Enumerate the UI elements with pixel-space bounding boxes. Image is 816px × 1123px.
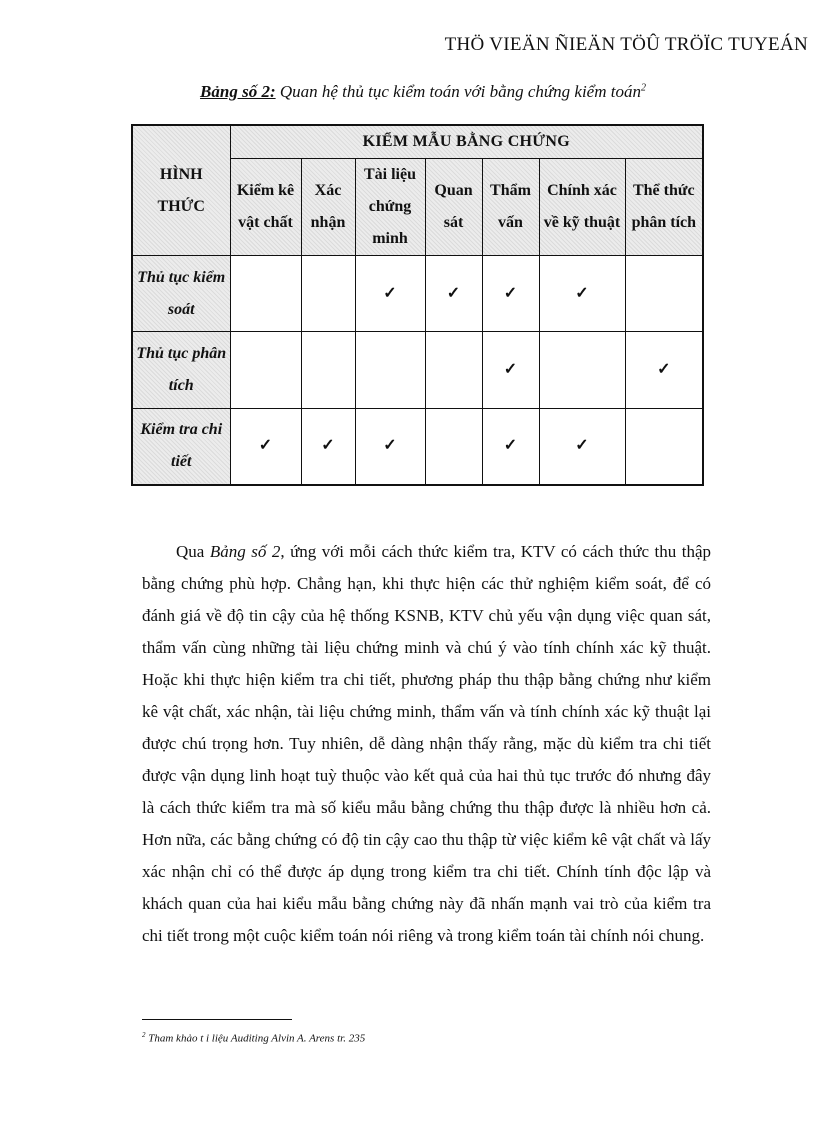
- check-mark-cell: ✓: [230, 408, 301, 485]
- empty-cell: [425, 332, 482, 408]
- check-mark-cell: ✓: [355, 256, 425, 332]
- empty-cell: [625, 408, 703, 485]
- footnote: [142, 1031, 365, 1045]
- check-mark-cell: ✓: [482, 256, 539, 332]
- column-header: Tài liệu chứng minh: [355, 159, 425, 256]
- table-row: [132, 256, 703, 332]
- caption-text: Quan hệ thủ tục kiểm toán với bằng chứng kiểm toán: [275, 82, 641, 101]
- form-header: HÌNH THỨC: [132, 125, 230, 256]
- column-header: Quan sát: [425, 159, 482, 256]
- column-header: Thể thức phân tích: [625, 159, 703, 256]
- column-header: Chính xác về kỹ thuật: [539, 159, 625, 256]
- row-header: Thủ tục kiểm soát: [132, 256, 230, 332]
- table-row: [132, 332, 703, 408]
- empty-cell: [301, 332, 355, 408]
- empty-cell: [230, 332, 301, 408]
- empty-cell: [355, 332, 425, 408]
- footnote-marker: 2: [142, 1031, 146, 1039]
- empty-cell: [625, 256, 703, 332]
- audit-evidence-table: [131, 124, 704, 486]
- empty-cell: [230, 256, 301, 332]
- check-mark-cell: ✓: [539, 408, 625, 485]
- check-mark-cell: ✓: [425, 256, 482, 332]
- row-header: Kiểm tra chi tiết: [132, 408, 230, 485]
- caption-footnote-ref: 2: [640, 82, 646, 94]
- body-intro: Qua: [176, 542, 210, 561]
- column-header: Thẩm vấn: [482, 159, 539, 256]
- check-mark-cell: ✓: [625, 332, 703, 408]
- table-row: [132, 408, 703, 485]
- column-header: Xác nhận: [301, 159, 355, 256]
- evidence-group-header: KIỂM MẪU BẰNG CHỨNG: [230, 125, 703, 159]
- empty-cell: [539, 332, 625, 408]
- empty-cell: [301, 256, 355, 332]
- check-mark-cell: ✓: [355, 408, 425, 485]
- column-header: Kiểm kê vật chất: [230, 159, 301, 256]
- table-caption: [0, 82, 816, 102]
- body-paragraph: [142, 536, 711, 952]
- row-header: Thủ tục phân tích: [132, 332, 230, 408]
- check-mark-cell: ✓: [482, 408, 539, 485]
- footnote-text: Tham khảo t i liệu Auditing Alvin A. Arens tr. 235: [145, 1032, 366, 1045]
- check-mark-cell: ✓: [539, 256, 625, 332]
- running-header: THÖ VIEÄN ÑIEÄN TÖÛ TRÖÏC TUYEÁN: [444, 34, 808, 55]
- body-text: , ứng với mỗi cách thức kiểm tra, KTV có cách thức thu thập bằng chứng phù hợp. Chẳng hạn, khi thực hiện các thử nghiệm kiểm soát, để có đánh giá về độ tin cậy của hệ thống KSNB, KTV chủ yếu vận dụng việc quan sát, thẩm vấn cùng những tài liệu chứng minh và chú ý vào tính chính xác kỹ thuật. Hoặc khi thực hiện kiểm tra chi tiết, phương pháp thu thập bằng chứng như kiểm kê vật chất, xác nhận, tài liệu chứng minh, thẩm vấn và tính chính xác kỹ thuật lại được chú trọng hơn. Tuy nhiên, dễ dàng nhận thấy rằng, mặc dù kiểm tra chi tiết được vận dụng linh hoạt tuỳ thuộc vào kết quả của hai thủ tục trước đó nhưng đây là cách thức kiểm tra mà số kiểu mẫu bằng chứng thu thập được là nhiều hơn cả. Hơn nữa, các bằng chứng có độ tin cậy cao thu thập từ việc kiểm kê vật chất và lấy xác nhận chỉ có thể được áp dụng trong kiểm tra chi tiết. Chính tính độc lập và khách quan của hai kiểu mẫu bằng chứng này đã nhấn mạnh vai trò của kiểm tra chi tiết trong một cuộc kiểm toán nói riêng và trong kiểm toán tài chính nói chung.: [142, 542, 712, 945]
- check-mark-cell: ✓: [301, 408, 355, 485]
- footnote-divider: [142, 1019, 292, 1020]
- caption-label: Bảng số 2:: [200, 82, 276, 101]
- check-mark-cell: ✓: [482, 332, 539, 408]
- body-table-ref: Bảng số 2: [209, 542, 281, 561]
- empty-cell: [425, 408, 482, 485]
